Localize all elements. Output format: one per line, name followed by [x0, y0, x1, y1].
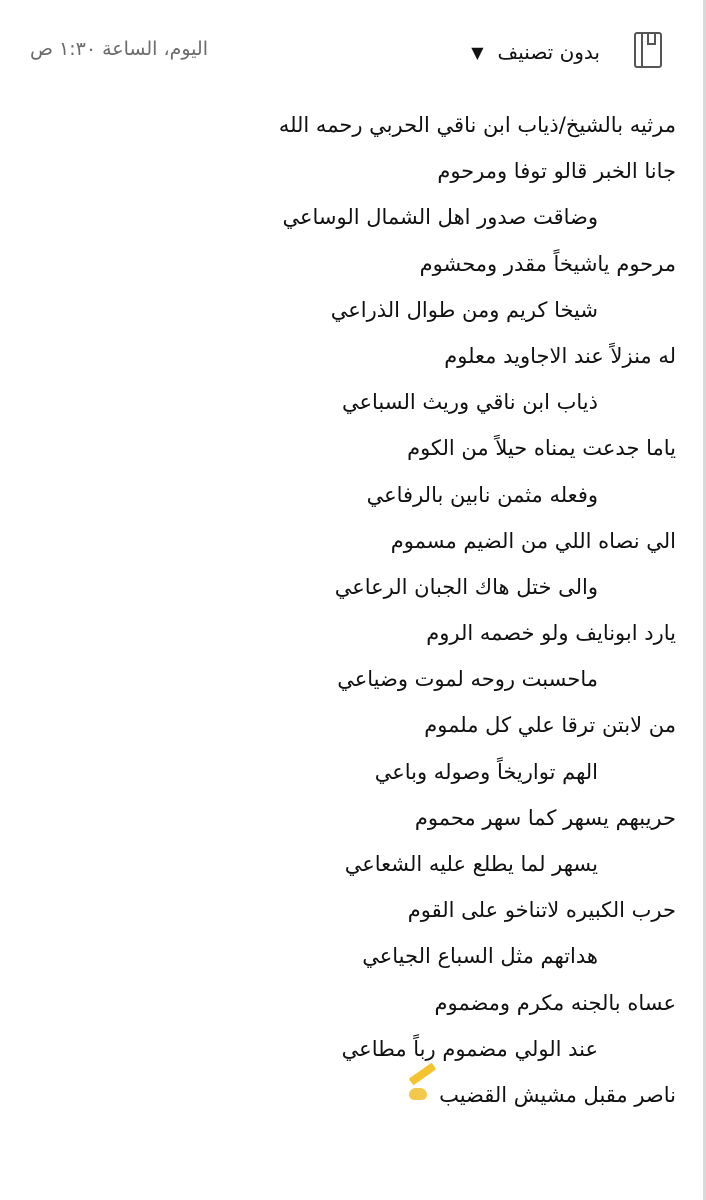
- caret-down-icon: ▼: [471, 42, 484, 62]
- note-header: [0, 26, 700, 82]
- poem-line: وضاقت صدور اهل الشمال الوساعي: [282, 205, 598, 230]
- category-dropdown[interactable]: [420, 34, 600, 70]
- note-body[interactable]: [116, 102, 676, 1118]
- poem-line: حرب الكبيره لاتناخو على القوم: [407, 898, 676, 923]
- poem-line: له منزلاً عند الاجاويد معلوم: [444, 343, 676, 368]
- category-label: بدون تصنيف: [497, 40, 600, 64]
- poem-line: ذياب ابن ناقي وريث السباعي: [342, 390, 598, 415]
- poem-line: ماحسبت روحه لموت وضياعي: [337, 667, 598, 692]
- poem-line: من لابتن ترقا علي كل ملموم: [424, 713, 676, 738]
- signature-line: [116, 1072, 676, 1118]
- note-timestamp: اليوم، الساعة ١:٣٠ ص: [30, 38, 208, 60]
- poem-line: ياما جدعت يمناه حيلاً من الكوم: [407, 436, 676, 461]
- poem-line: والى ختل هاك الجبان الرعاعي: [334, 574, 598, 599]
- poem-line: هداتهم مثل السباع الجياعي: [362, 944, 598, 969]
- poem-line: عند الولي مضموم رباً مطاعي: [341, 1036, 598, 1061]
- poem-line: عساه بالجنه مكرم ومضموم: [434, 990, 676, 1015]
- poem-line: جانا الخبر قالو توفا ومرحوم: [437, 159, 676, 184]
- poem-line: الي نصاه اللي من الضيم مسموم: [390, 528, 676, 553]
- poem-line: حريبهم يسهر كما سهر محموم: [414, 805, 676, 830]
- poem-line: مرحوم ياشيخاً مقدر ومحشوم: [419, 251, 676, 276]
- notebook-icon[interactable]: [634, 32, 662, 68]
- poem-line: وفعله مثمن نابين بالرفاعي: [366, 482, 598, 507]
- signature-text: ناصر مقبل مشيش القضيب: [439, 1082, 676, 1107]
- poem-line: مرثيه بالشيخ/ذياب ابن ناقي الحربي رحمه الله: [278, 113, 676, 137]
- poem-line: يارد ابونايف ولو خصمه الروم: [426, 621, 676, 646]
- poem-line: يسهر لما يطلع عليه الشعاعي: [344, 852, 598, 876]
- poem-line: الهم تواريخاً وصوله وباعي: [374, 759, 598, 784]
- poem-line: شيخا كريم ومن طوال الذراعي: [330, 297, 598, 322]
